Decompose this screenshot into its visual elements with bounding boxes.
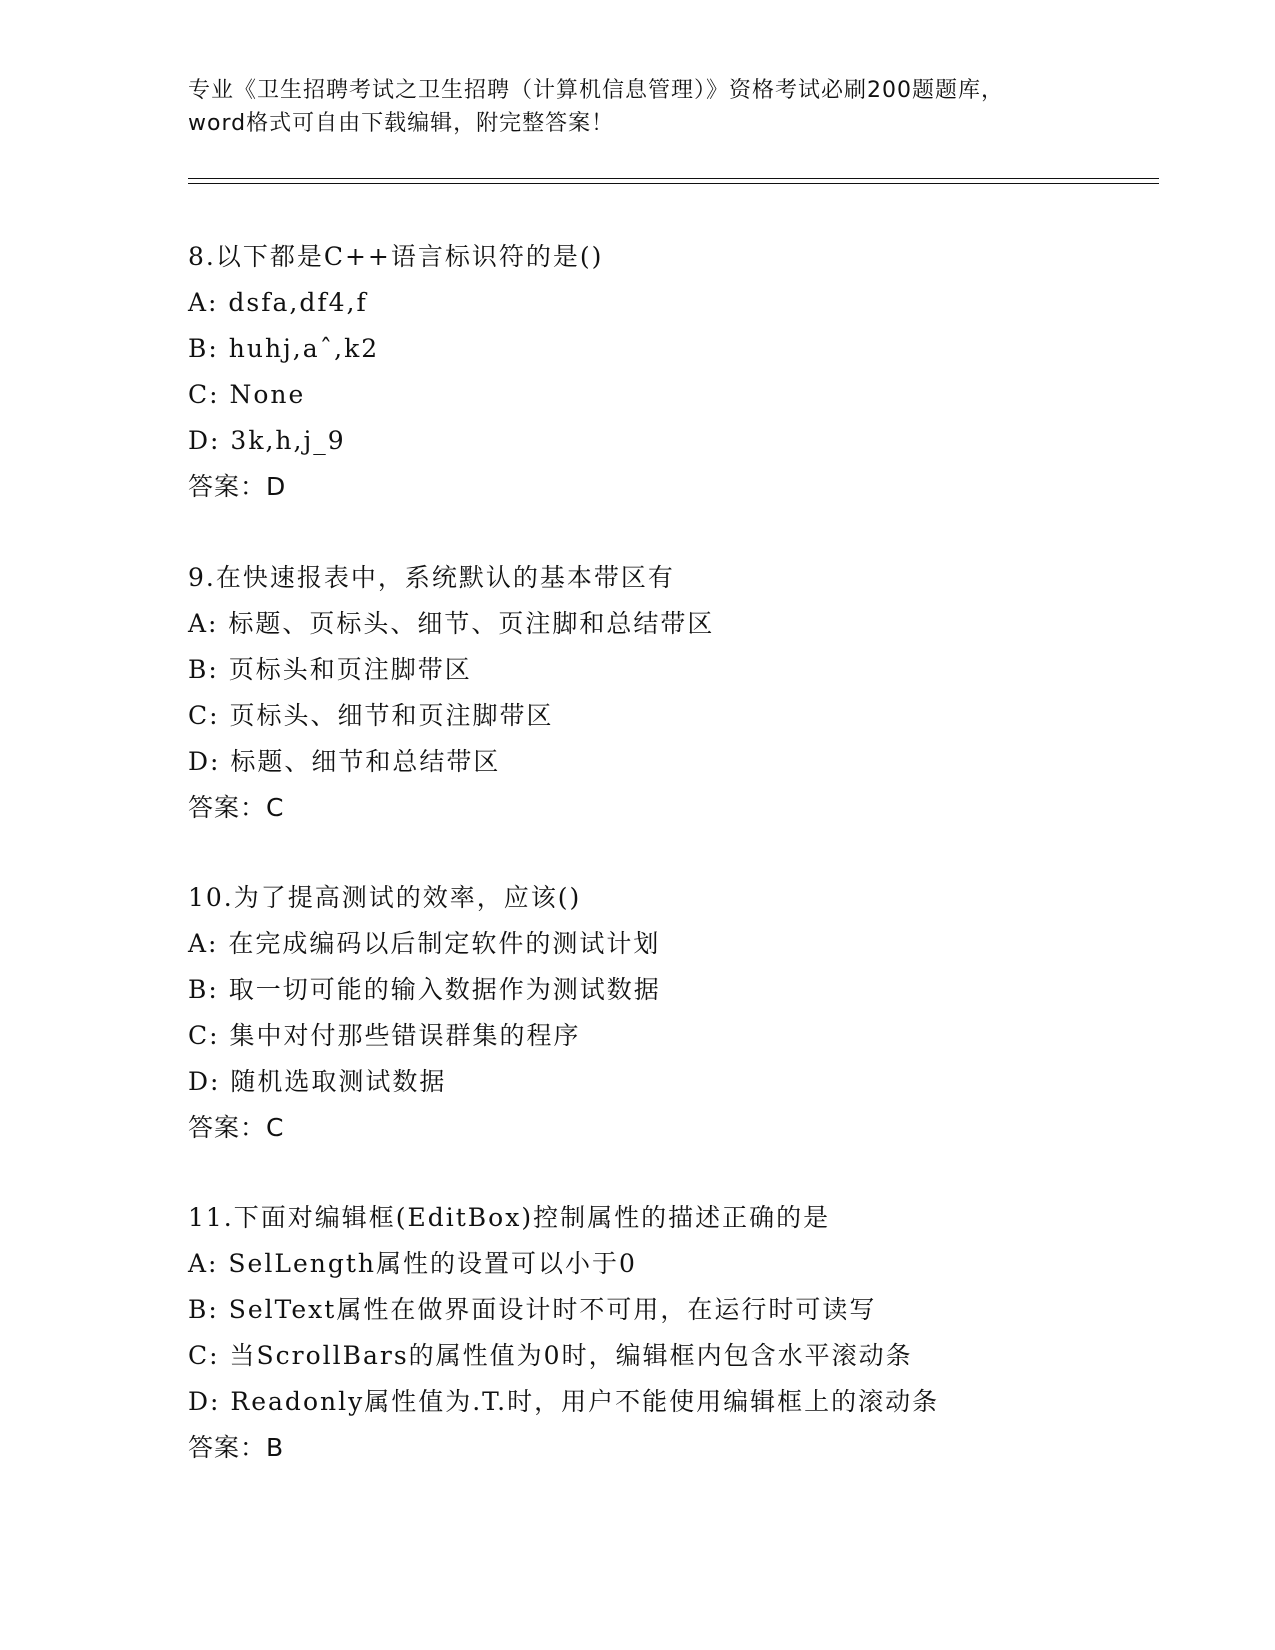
header-line-2: word格式可自由下载编辑，附完整答案！ <box>188 111 615 136</box>
question-stem: 10.为了提高测试的效率，应该() <box>188 883 582 912</box>
question-stem: 11.下面对编辑框(EditBox)控制属性的描述正确的是 <box>188 1203 831 1232</box>
option-a: A: dsfa,df4,f <box>188 288 368 317</box>
option-b: B: huhj,aˆ,k2 <box>188 334 380 363</box>
option-a: A: SelLength属性的设置可以小于0 <box>188 1249 637 1278</box>
question-block <box>188 1195 1188 1471</box>
option-d: D: 3k,h,j_9 <box>188 426 346 455</box>
question-block <box>188 875 1188 1151</box>
option-d: D: Readonly属性值为.T.时，用户不能使用编辑框上的滚动条 <box>188 1387 940 1416</box>
question-block <box>188 234 1188 510</box>
question-stem: 8.以下都是C++语言标识符的是() <box>188 242 604 271</box>
option-b: B: 页标头和页注脚带区 <box>188 655 472 684</box>
option-c: C: 集中对付那些错误群集的程序 <box>188 1021 581 1050</box>
option-a: A: 在完成编码以后制定软件的测试计划 <box>188 929 661 958</box>
answer-label: 答案：C <box>188 1113 285 1142</box>
question-block <box>188 555 1188 831</box>
option-b: B: SelText属性在做界面设计时不可用，在运行时可读写 <box>188 1295 877 1324</box>
option-a: A: 标题、页标头、细节、页注脚和总结带区 <box>188 609 715 638</box>
header-divider-bottom <box>188 183 1159 184</box>
answer-label: 答案：B <box>188 1433 285 1462</box>
option-c: C: 当ScrollBars的属性值为0时，编辑框内包含水平滚动条 <box>188 1341 913 1370</box>
header-line-1: 专业《卫生招聘考试之卫生招聘（计算机信息管理）》资格考试必刷200题题库， <box>188 78 1004 103</box>
option-c: C: 页标头、细节和页注脚带区 <box>188 701 554 730</box>
option-b: B: 取一切可能的输入数据作为测试数据 <box>188 975 661 1004</box>
option-c: C: None <box>188 380 306 409</box>
option-d: D: 标题、细节和总结带区 <box>188 747 501 776</box>
answer-label: 答案：C <box>188 793 285 822</box>
question-stem: 9.在快速报表中，系统默认的基本带区有 <box>188 563 675 592</box>
header-divider-top <box>188 178 1159 179</box>
option-d: D: 随机选取测试数据 <box>188 1067 447 1096</box>
document-header <box>188 74 1088 140</box>
answer-label: 答案：D <box>188 472 287 501</box>
